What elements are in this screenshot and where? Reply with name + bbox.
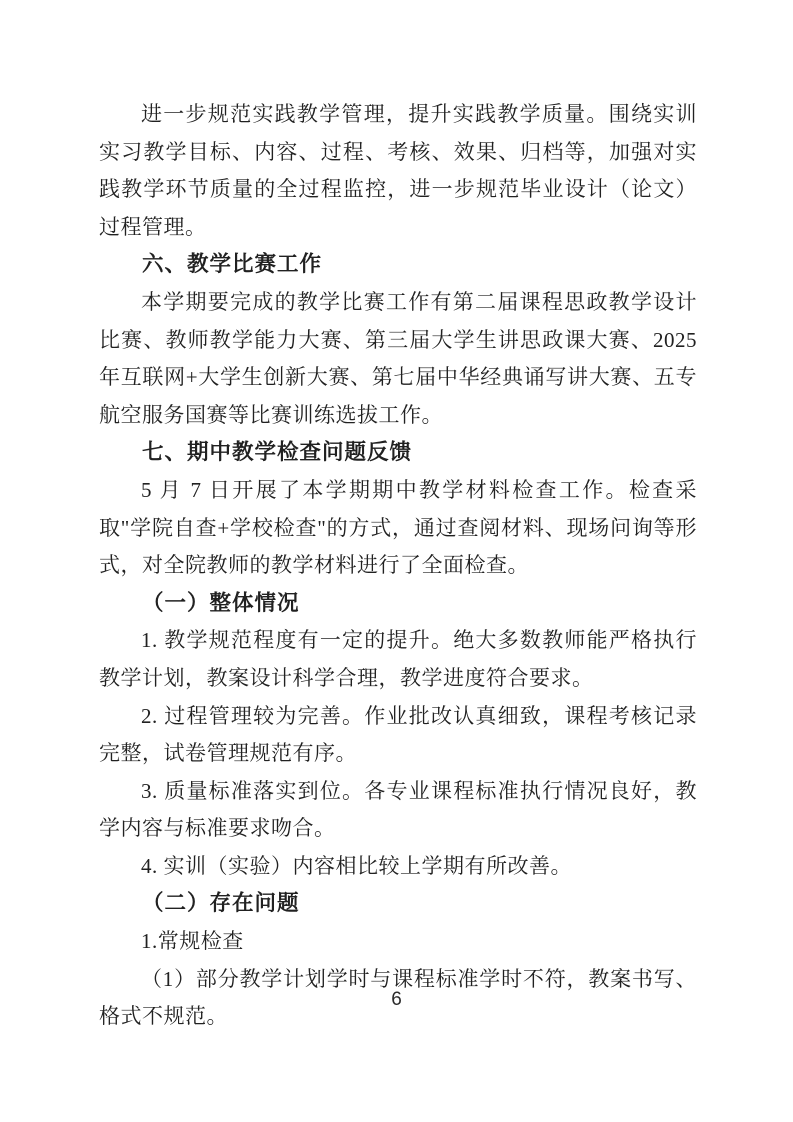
body-paragraph: 5 月 7 日开展了本学期期中教学材料检查工作。检查采取"学院自查+学校检查"的方式，通过查阅材料、现场问询等形式，对全院教师的教学材料进行了全面检查。 [99,477,697,578]
body-paragraph: （1）部分教学计划学时与课程标准学时不符，教案书写、格式不规范。 [99,966,697,1029]
body-paragraph: 进一步规范实践教学管理，提升实践教学质量。围绕实训实习教学目标、内容、过程、考核、效果、归档等，加强对实践教学环节质量的全过程监控，进一步规范毕业设计（论文）过程管理。 [99,102,697,239]
body-paragraph: 本学期要完成的教学比赛工作有第二届课程思政教学设计比赛、教师教学能力大赛、第三届大学生讲思政课大赛、2025 年互联网+大学生创新大赛、第七届中华经典诵写讲大赛、五专航空服务国赛等比赛训练选拔工作。 [99,289,697,427]
document-body [99,96,697,1036]
subsection-heading: （二）存在问题 [142,891,300,916]
body-paragraph: 3. 质量标准落实到位。各专业课程标准执行情况良好，教学内容与标准要求吻合。 [99,778,697,841]
body-paragraph: 2. 过程管理较为完善。作业批改认真细致，课程考核记录完整，试卷管理规范有序。 [99,703,697,766]
page-number: 6 [391,989,402,1010]
body-paragraph: 1.常规检查 [141,929,244,954]
body-paragraph: 4. 实训（实验）内容相比较上学期有所改善。 [141,853,572,878]
section-heading: 六、教学比赛工作 [142,252,323,277]
section-heading: 七、期中教学检查问题反馈 [142,440,413,465]
body-paragraph: 1. 教学规范程度有一定的提升。绝大多数教师能严格执行教学计划，教案设计科学合理，教学进度符合要求。 [99,628,697,690]
subsection-heading: （一）整体情况 [142,590,300,615]
